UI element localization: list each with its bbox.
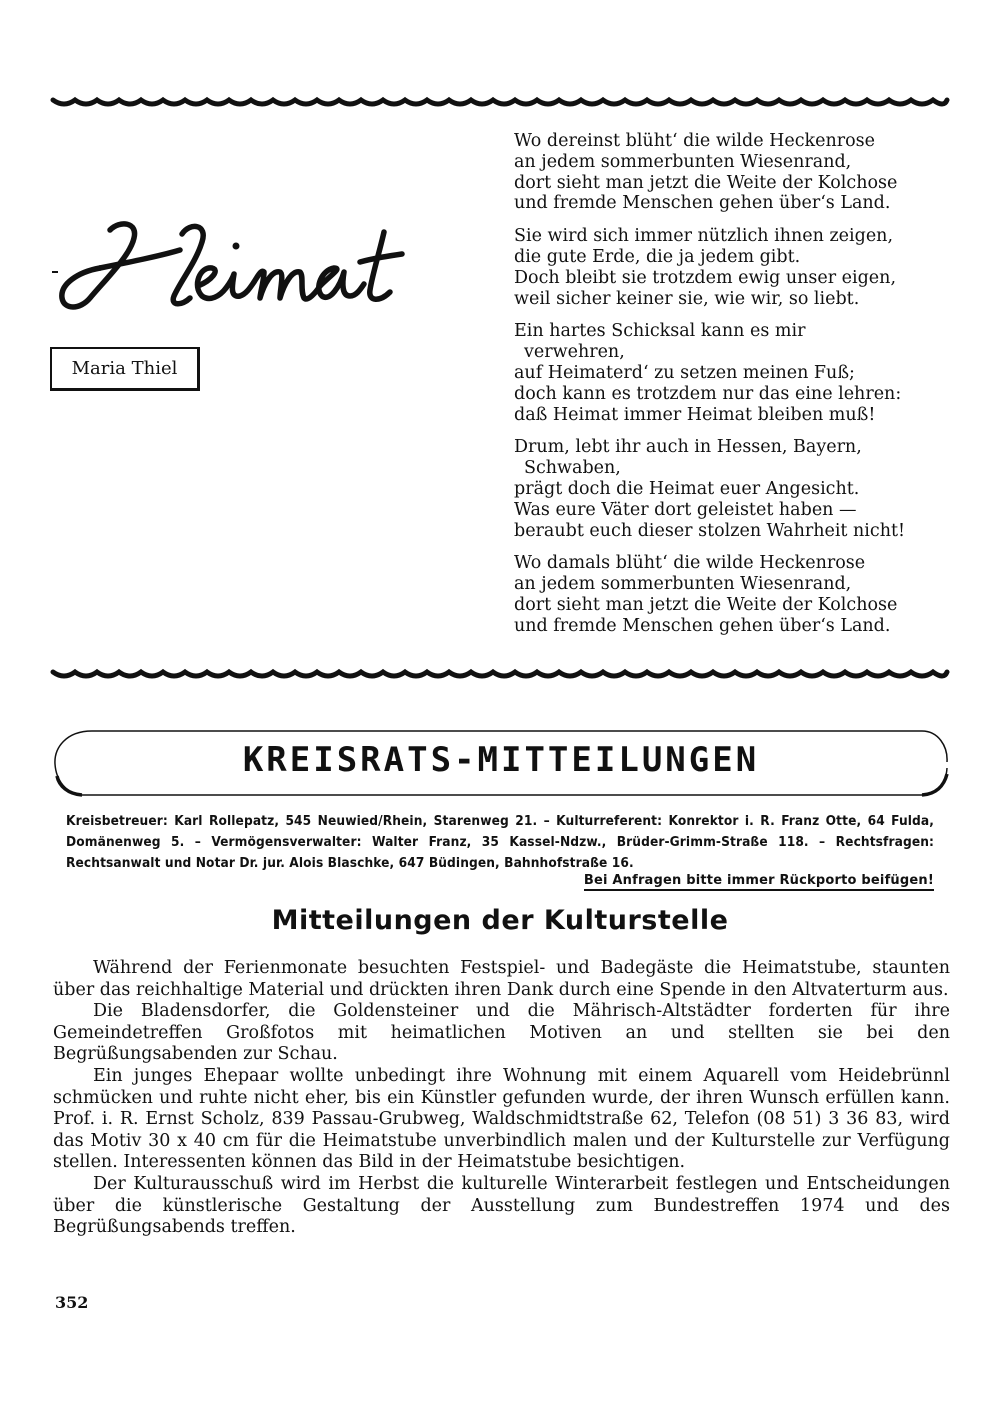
- poem-title: [50, 210, 410, 330]
- author-name: Maria Thiel: [71, 358, 178, 379]
- text-kulturreferent: Konrektor i. R. Franz Otte, 64 Fulda, Domänenweg 5. –: [66, 813, 935, 850]
- text-vermoegensverwalter: Walter Franz, 35 Kassel-Ndzw., Brüder-Grimm-Straße 118. –: [371, 834, 826, 850]
- poem-line: Wo dereinst blüht‘ die wilde Heckenrose: [514, 131, 876, 151]
- poem-line: und fremde Menschen gehen über‘s Land.: [514, 615, 891, 636]
- poem-line: dort sieht man jetzt die Weite der Kolchose: [514, 172, 898, 193]
- paragraph: Während der Ferienmonate besuchten Festspiel- und Badegäste die Heimatstube, staunten über das reichhaltige Material und drückten ihren Dank durch eine Spende in den Altvaterturm aus.: [53, 958, 950, 1000]
- poem-line: Sie wird sich immer nützlich ihnen zeigen,: [514, 226, 894, 247]
- stanza: [514, 437, 954, 541]
- poem-line: und fremde Menschen gehen über‘s Land.: [514, 193, 891, 214]
- poem-line: Wo damals blüht‘ die wilde Heckenrose: [514, 553, 866, 574]
- page-number: 352: [55, 1293, 89, 1312]
- poem-line: Drum, lebt ihr auch in Hessen, Bayern,: [514, 437, 862, 458]
- stanza: [514, 553, 954, 636]
- stanza: [514, 131, 954, 214]
- stanza: [514, 321, 954, 425]
- text-kreisbetreuer: Karl Rollepatz, 545 Neuwied/Rhein, Starenweg 21. –: [174, 813, 550, 829]
- poem-line: Doch bleibt sie trotzdem ewig unser eigen,: [514, 267, 897, 288]
- poem-line: weil sicher keiner sie, wie wir, so liebt.: [514, 288, 860, 309]
- label-rechtsfragen: Rechtsfragen:: [835, 834, 935, 850]
- poem-line: dort sieht man jetzt die Weite der Kolchose: [514, 594, 898, 615]
- label-kulturreferent: Kulturreferent:: [556, 813, 663, 829]
- poem-text: [514, 131, 954, 649]
- section-heading: Mitteilungen der Kulturstelle: [271, 905, 729, 936]
- kreisrat-contacts: [66, 811, 934, 874]
- poem-line: an jedem sommerbunten Wiesenrand,: [514, 151, 852, 172]
- poem-line: verwehren,: [524, 342, 625, 363]
- poem-line: beraubt euch dieser stolzen Wahrheit nicht!: [514, 520, 906, 541]
- kulturstelle-body: [53, 958, 950, 1239]
- poem-line: daß Heimat immer Heimat bleiben muß!: [514, 404, 876, 425]
- poem-line: auf Heimaterd‘ zu setzen meinen Fuß;: [514, 362, 855, 383]
- banner-title: KREISRATS-MITTEILUNGEN: [242, 740, 760, 780]
- poem-line: an jedem sommerbunten Wiesenrand,: [514, 574, 852, 595]
- paragraph: Ein junges Ehepaar wollte unbedingt ihre Wohnung mit einem Aquarell vom Heidebrünnl schmücken und ruhte nicht eher, bis ein Künstler gefunden wurde, der ihren Wunsch erfüllen kann. Prof. i. R. Ernst Scholz, 839 Passau-Grubweg, Waldschmidtstraße 62, Telefon (08 51) 3 36 83, wird das Motiv 30 x 40 cm für die Heimatstube unverbindlich malen und der Kulturstelle zur Verfügung stellen. Interessenten können das Bild in der Heimatstube besichtigen.: [53, 1065, 950, 1173]
- label-vermoegensverwalter: Vermögensverwalter:: [211, 834, 362, 850]
- text-rechtsfragen: Rechtsanwalt und Notar Dr. jur. Alois Blaschke, 647 Büdingen, Bahnhofstraße 16.: [66, 855, 634, 871]
- poem-line: die gute Erde, die ja jedem gibt.: [514, 246, 801, 267]
- poem-line: prägt doch die Heimat euer Angesicht.: [514, 478, 860, 499]
- poem-line: Schwaben,: [524, 458, 621, 479]
- stanza: [514, 226, 954, 309]
- author-box: [50, 347, 200, 391]
- wavy-divider-top: [50, 96, 950, 110]
- wavy-divider-bottom: [50, 668, 950, 682]
- label-kreisbetreuer: Kreisbetreuer:: [66, 813, 168, 829]
- paragraph: Der Kulturausschuß wird im Herbst die kulturelle Winterarbeit festlegen und Entscheidungen über die künstlerische Gestaltung der Ausstellung zum Bundestreffen 1974 und des Begrüßungsabends treffen.: [53, 1173, 950, 1238]
- kreisrat-banner: [52, 728, 950, 798]
- poem-line: Ein hartes Schicksal kann es mir: [514, 321, 806, 342]
- paragraph: Die Bladensdorfer, die Goldensteiner und die Mährisch-Altstädter forderten für ihre Gemeindetreffen Großfotos mit heimatlichen Motiven an und stellten sie bei den Begrüßungsabenden zur Schau.: [53, 1001, 950, 1065]
- rueckporto-notice: Bei Anfragen bitte immer Rückporto beifügen!: [584, 873, 934, 891]
- heimat-script-logo: [50, 210, 410, 330]
- poem-line: Was eure Väter dort geleistet haben —: [514, 499, 857, 520]
- poem-line: doch kann es trotzdem nur das eine lehren:: [514, 383, 902, 404]
